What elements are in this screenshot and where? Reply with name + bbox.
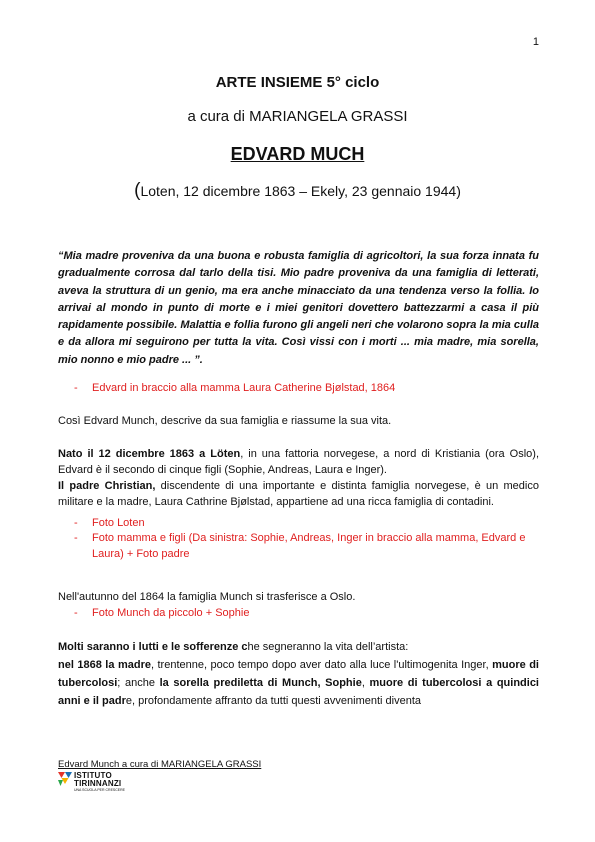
oslo-paragraph: Nell'autunno del 1864 la famiglia Munch si trasferisce a Oslo. bbox=[58, 591, 356, 603]
bullet-text: Foto Munch da piccolo + Sophie bbox=[92, 607, 250, 619]
mother-bold: nel 1868 la madre bbox=[58, 659, 151, 671]
mourning-text: he segneranno la vita dell’artista: bbox=[247, 641, 409, 653]
sophie-bold: la sorella prediletta di Munch, Sophie bbox=[159, 677, 362, 689]
caption-bullet-3 bbox=[74, 531, 557, 562]
mother-text: , trentenne, poco tempo dopo aver dato alla luce l'ultimogenita Inger, bbox=[150, 659, 493, 671]
footer-text: Edvard Munch a cura di MARIANGELA GRASSI bbox=[58, 759, 262, 770]
caption-bullet-1 bbox=[74, 381, 557, 397]
logo-line-1: ISTITUTO bbox=[74, 771, 112, 780]
birth-paragraph bbox=[58, 446, 539, 510]
birth-text: , in una fattoria norvegese, a nord di Kristiania (ora Oslo), Edvard è il secondo di cinque figli (Sophie, Andreas, Laura e Inger). bbox=[58, 448, 539, 476]
caption-bullet-4 bbox=[74, 606, 557, 622]
tb-bold: muore di tubercolosi bbox=[58, 659, 539, 689]
quote-paragraph: “Mia madre proveniva da una buona e robusta famiglia di agricoltori, la sua forza innata fu gradualmente corrosa dal tarlo della tisi. Mio padre proveniva da una famiglia di letterati, aveva la struttura di un genio, ma era anche minacciato da una tendenza verso la follia. Io arrivai al mondo in punto di morte e i miei genitori dovettero battezzarmi a casa il più rapidamente possibile. Malattia e follia furono gli angeli neri che volarono sopra la mia culla e da allora mi seguirono per tutta la vita. Così vissi con i morti ... mia madre, mia sorella, mio nonno e mio padre ... ”. bbox=[58, 250, 539, 366]
bullet-dash: - bbox=[74, 532, 78, 544]
bullet-text: Foto mamma e figli (Da sinistra: Sophie, Andreas, Inger in braccio alla mamma, Edvard e Laura) + Foto padre bbox=[92, 532, 526, 560]
artist-heading: EDVARD MUCH bbox=[230, 144, 365, 164]
birth-bold: Nato il 12 dicembre 1863 a Löten bbox=[58, 448, 241, 460]
dates-text: Loten, 12 dicembre 1863 – Ekely, 23 gennaio 1944) bbox=[140, 183, 461, 199]
intro-paragraph: Così Edvard Munch, descrive da sua famiglia e riassume la sua vita. bbox=[58, 415, 392, 427]
bullet-dash: - bbox=[74, 607, 78, 619]
logo-line-2: TIRINNANZI bbox=[74, 779, 122, 788]
logo-line-3: UNA SCUOLA PER CRESCERE bbox=[74, 788, 125, 792]
father-bold: Il padre Christian, bbox=[58, 480, 156, 492]
father-grief-text: e, profondamente affranto da tutti questi avvenimenti diventa bbox=[125, 695, 422, 707]
document-subtitle: a cura di MARIANGELA GRASSI bbox=[187, 108, 408, 125]
mourning-bold: Molti saranno i lutti e le sofferenze c bbox=[58, 641, 248, 653]
bullet-text: Edvard in braccio alla mamma Laura Catherine Bjølstad, 1864 bbox=[92, 382, 396, 394]
bullet-dash: - bbox=[74, 517, 78, 529]
document-title: ARTE INSIEME 5° ciclo bbox=[215, 74, 380, 91]
page-number: 1 bbox=[532, 36, 539, 48]
bullet-text: Foto Loten bbox=[92, 517, 145, 529]
school-logo bbox=[58, 771, 138, 795]
bullet-dash: - bbox=[74, 382, 78, 394]
caption-bullet-2 bbox=[74, 516, 557, 532]
mourning-paragraph bbox=[58, 638, 539, 710]
sophie-death-bold: muore di tubercolosi a quindici anni e il padr bbox=[58, 677, 539, 707]
artist-dates bbox=[0, 180, 595, 202]
also-text: ; anche bbox=[117, 677, 160, 689]
father-text: discendente di una importante e distinta famiglia norvegese, è un medico militare e la madre, Laura Cathrine Bjølstad, appartiene ad una ricca famiglia di contadini. bbox=[58, 480, 539, 508]
logo-mark-icon bbox=[58, 772, 72, 788]
dates-paren: ( bbox=[134, 180, 141, 201]
comma-text: , bbox=[361, 677, 370, 689]
